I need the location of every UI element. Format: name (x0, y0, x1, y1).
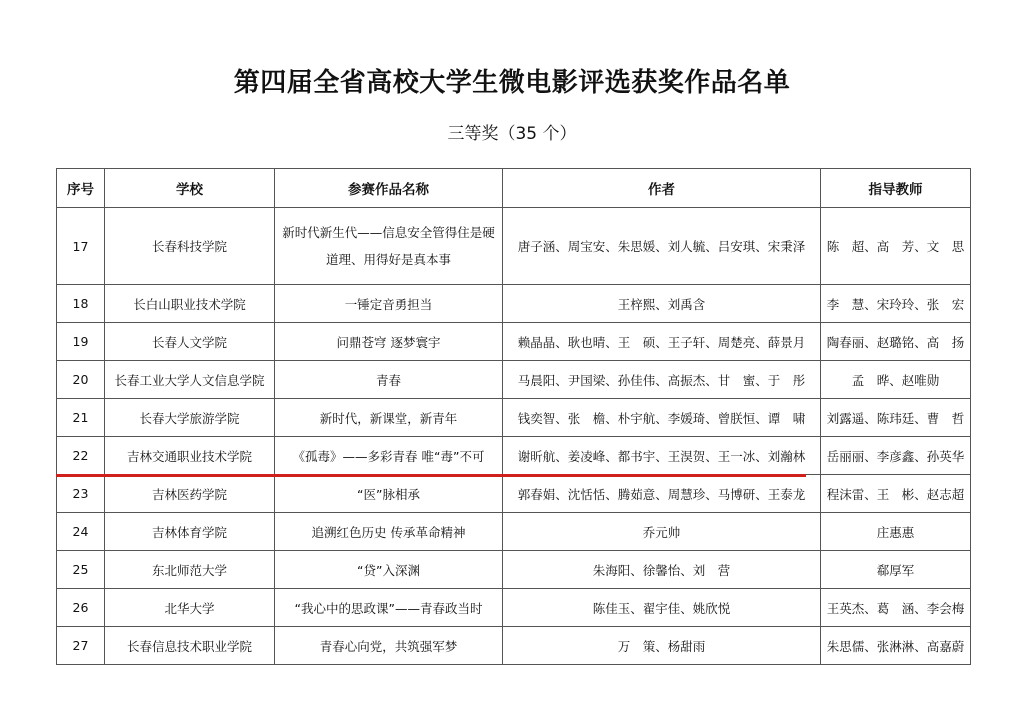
cell-work: 青春心向党，共筑强军梦 (275, 627, 503, 665)
cell-authors: 王梓熙、刘禹含 (503, 285, 821, 323)
cell-authors: 万 策、杨甜雨 (503, 627, 821, 665)
cell-work: 问鼎苍穹 逐梦寰宇 (275, 323, 503, 361)
cell-no: 17 (57, 208, 105, 285)
table-header-row (57, 169, 971, 208)
table-row (57, 208, 971, 285)
cell-no: 22 (57, 437, 105, 475)
cell-advisors: 王英杰、葛 涵、李会梅 (821, 589, 971, 627)
table-row (57, 285, 971, 323)
cell-work: 一锤定音勇担当 (275, 285, 503, 323)
cell-school: 吉林体育学院 (105, 513, 275, 551)
header-no: 序号 (57, 169, 105, 208)
table-row (57, 627, 971, 665)
cell-school: 东北师范大学 (105, 551, 275, 589)
header-work: 参赛作品名称 (275, 169, 503, 208)
cell-work: “贷”入深渊 (275, 551, 503, 589)
cell-work: 新时代新生代——信息安全管得住是硬道理、用得好是真本事 (275, 208, 503, 285)
cell-school: 长春信息技术职业学院 (105, 627, 275, 665)
cell-authors: 唐子涵、周宝安、朱思媛、刘人毓、吕安琪、宋秉泽 (503, 208, 821, 285)
cell-authors: 钱奕智、张 檐、朴宇航、李媛琦、曾朕恒、谭 啸 (503, 399, 821, 437)
cell-work: 新时代，新课堂，新青年 (275, 399, 503, 437)
cell-work: “医”脉相承 (275, 475, 503, 513)
cell-authors: 谢昕航、姜凌峰、都书宇、王淏贺、王一冰、刘瀚林 (503, 437, 821, 475)
cell-advisors: 朱思儒、张淋淋、高嘉蔚 (821, 627, 971, 665)
cell-no: 27 (57, 627, 105, 665)
cell-advisors: 李 慧、宋玲玲、张 宏 (821, 285, 971, 323)
cell-authors: 郭春娟、沈恬恬、腾茹意、周慧珍、马博研、王泰龙 (503, 475, 821, 513)
cell-advisors: 程沫雷、王 彬、赵志超 (821, 475, 971, 513)
cell-no: 19 (57, 323, 105, 361)
table-row (57, 551, 971, 589)
page-title: 第四届全省高校大学生微电影评选获奖作品名单 (233, 68, 791, 98)
cell-authors: 赖晶晶、耿也晴、王 硕、王子轩、周楚亮、薛景月 (503, 323, 821, 361)
cell-advisors: 岳丽丽、李彦鑫、孙英华 (821, 437, 971, 475)
table-row (57, 437, 971, 475)
cell-school: 北华大学 (105, 589, 275, 627)
header-authors: 作者 (503, 169, 821, 208)
cell-school: 长春大学旅游学院 (105, 399, 275, 437)
cell-work: 《孤毒》——多彩青春 唯“毒”不可 (275, 437, 503, 475)
cell-school: 吉林交通职业技术学院 (105, 437, 275, 475)
table-row (57, 513, 971, 551)
cell-no: 21 (57, 399, 105, 437)
cell-no: 18 (57, 285, 105, 323)
page-subtitle: 三等奖（35 个） (447, 124, 577, 144)
table-row (57, 475, 971, 513)
table-row (57, 323, 971, 361)
cell-advisors: 庄惠惠 (821, 513, 971, 551)
cell-no: 24 (57, 513, 105, 551)
cell-school: 长春工业大学人文信息学院 (105, 361, 275, 399)
cell-authors: 马晨阳、尹国梁、孙佳伟、高振杰、甘 蜜、于 彤 (503, 361, 821, 399)
header-school: 学校 (105, 169, 275, 208)
cell-no: 23 (57, 475, 105, 513)
cell-advisors: 孟 晔、赵唯勋 (821, 361, 971, 399)
cell-authors: 陈佳玉、翟宇佳、姚欣悦 (503, 589, 821, 627)
red-underline-mark (56, 474, 806, 477)
table-row (57, 589, 971, 627)
cell-advisors: 陈 超、高 芳、文 思 (821, 208, 971, 285)
cell-school: 长白山职业技术学院 (105, 285, 275, 323)
table-row (57, 361, 971, 399)
cell-advisors: 陶春丽、赵璐铭、高 扬 (821, 323, 971, 361)
cell-work: 青春 (275, 361, 503, 399)
cell-school: 长春人文学院 (105, 323, 275, 361)
cell-work: 追溯红色历史 传承革命精神 (275, 513, 503, 551)
cell-no: 20 (57, 361, 105, 399)
cell-work: “我心中的思政课”——青春政当时 (275, 589, 503, 627)
cell-no: 25 (57, 551, 105, 589)
header-advisors: 指导教师 (821, 169, 971, 208)
cell-school: 长春科技学院 (105, 208, 275, 285)
table-row (57, 399, 971, 437)
cell-school: 吉林医药学院 (105, 475, 275, 513)
cell-advisors: 郗厚军 (821, 551, 971, 589)
award-table (56, 168, 971, 665)
cell-advisors: 刘露遥、陈玮廷、曹 哲 (821, 399, 971, 437)
cell-authors: 朱海阳、徐馨怡、刘 营 (503, 551, 821, 589)
cell-authors: 乔元帅 (503, 513, 821, 551)
cell-no: 26 (57, 589, 105, 627)
